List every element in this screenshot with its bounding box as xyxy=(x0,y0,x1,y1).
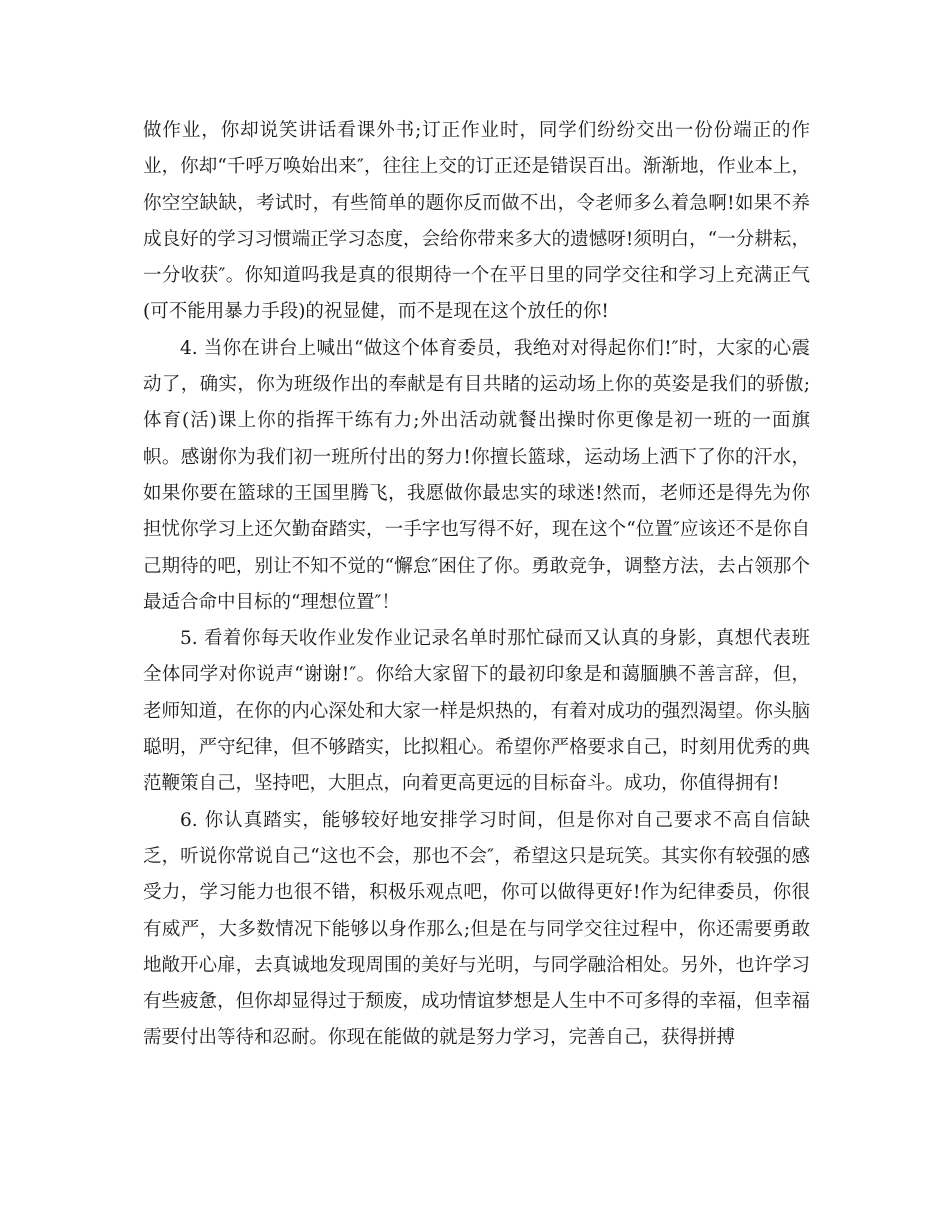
document-body xyxy=(143,113,810,1057)
paragraph-continuation: 做作业，你却说笑讲话看课外书;订正作业时，同学们纷纷交出一份份端正的作业，你却“千呼万唤始出来″，往往上交的订正还是错误百出。渐渐地，作业本上，你空空缺缺，考试时，有些简单的题你反而做不出，令老师多么着急啊!如果不养成良好的学习习惯端正学习态度，会给你带来多大的遗憾呀!须明白，“一分耕耘，一分收获″。你知道吗我是真的很期待一个在平日里的同学交往和学习上充满正气(可不能用暴力手段)的祝显健，而不是现在这个放任的你! xyxy=(143,120,810,323)
paragraph-item-4: 4. 当你在讲台上喊出“做这个体育委员，我绝对对得起你们!″时，大家的心震动了，确实，你为班级作出的奉献是有目共睹的运动场上你的英姿是我们的骄傲;体育(活)课上你的指挥干练有力;外出活动就餐出操时你更像是初一班的一面旗帜。感谢你为我们初一班所付出的努力!你擅长篮球，运动场上洒下了你的汗水，如果你要在篮球的王国里腾飞，我愿做你最忠实的球迷!然而，老师还是得先为你担忧你学习上还欠勤奋踏实，一手字也写得不好，现在这个“位置″应该还不是你自己期待的吧，别让不知不觉的“懈怠″困住了你。勇敢竞争，调整方法，去占领那个最适合命中目标的“理想位置″！ xyxy=(143,337,810,613)
paragraph-item-6: 6. 你认真踏实，能够较好地安排学习时间，但是你对自己要求不高自信缺乏，听说你常说自己“这也不会，那也不会″，希望这只是玩笑。其实你有较强的感受力，学习能力也很不错，积极乐观点吧，你可以做得更好!作为纪律委员，你很有威严，大多数情况下能够以身作那么;但是在与同学交往过程中，你还需要勇敢地敞开心扉，去真诚地发现周围的美好与光明，与同学融洽相处。另外，也许学习有些疲惫，但你却显得过于颓废，成功情谊梦想是人生中不可多得的幸福，但幸福需要付出等待和忍耐。你现在能做的就是努力学习，完善自己，获得拼搏 xyxy=(143,809,810,1049)
paragraph-item-5: 5. 看着你每天收作业发作业记录名单时那忙碌而又认真的身影，真想代表班全体同学对你说声“谢谢!″。你给大家留下的最初印象是和蔼腼腆不善言辞，但，老师知道，在你的内心深处和大家一样是炽热的，有着对成功的强烈渴望。你头脑聪明，严守纪律，但不够踏实，比拟粗心。希望你严格要求自己，时刻用优秀的典范鞭策自己，坚持吧，大胆点，向着更高更远的目标奋斗。成功，你值得拥有! xyxy=(143,628,810,795)
